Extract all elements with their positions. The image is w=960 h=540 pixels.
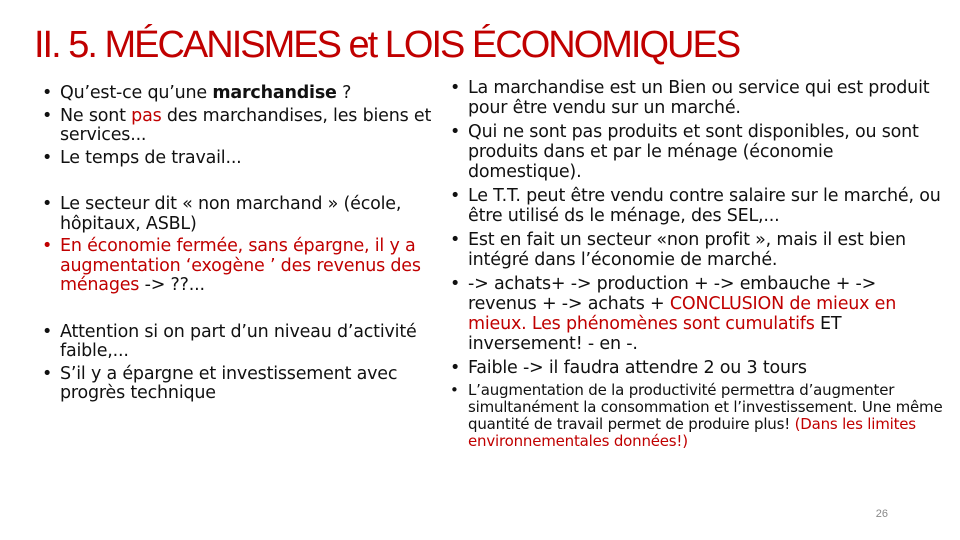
bullet-marker: •: [42, 236, 53, 256]
bullet-marker: •: [450, 230, 461, 250]
list-item: • S’il y a épargne et investissement avec progrès technique: [42, 363, 398, 403]
highlight-text: CONCLUSION de mieux en mieux. Les phénomènes sont cumulatifs: [468, 294, 897, 334]
list-item: • Le temps de travail...: [42, 147, 242, 168]
bullet-marker: •: [450, 274, 461, 294]
list-item: • Le secteur dit « non marchand » (école, hôpitaux, ASBL): [42, 194, 402, 234]
highlight-text: (Dans les limites environnementales données!): [468, 415, 916, 450]
bullet-marker: •: [42, 363, 53, 384]
bullet-marker: •: [450, 381, 459, 399]
list-item: • -> achats+ -> production + -> embauche + -> revenus + -> achats + CONCLUSION de mieux en mieux. Les phénomènes sont cumulatifs ET inversement! - en -.: [450, 274, 897, 354]
list-item: • Faible -> il faudra attendre 2 ou 3 tours: [450, 358, 807, 378]
bullet-marker: •: [42, 83, 53, 103]
bullet-marker: •: [450, 358, 461, 378]
page-number: 26: [875, 508, 888, 520]
highlight-text: pas: [131, 105, 162, 126]
bullet-marker: •: [450, 78, 461, 98]
list-item: • Qu’est-ce qu’une marchandise ?: [42, 83, 352, 103]
list-item: • Attention si on part d’un niveau d’activité faible,...: [42, 321, 417, 361]
list-item: • Est en fait un secteur «non profit », mais il est bien intégré dans l’économie de marché.: [450, 230, 906, 270]
list-item: • La marchandise est un Bien ou service qui est produit pour être vendu sur un marché.: [450, 78, 930, 118]
bullet-marker: •: [42, 194, 53, 214]
bullet-marker: •: [42, 105, 53, 126]
highlight-text: En économie fermée, sans épargne, il y a augmentation ‘exogène ’ des revenus des ménages: [60, 236, 421, 295]
bullet-marker: •: [42, 321, 53, 342]
right-bullet-list: [446, 78, 950, 454]
list-item: • L’augmentation de la productivité permettra d’augmenter simultanément la consommation et l’investissement. Une même quantité de travail permet de produire plus! (Dans les limites environnementales données!): [450, 381, 943, 450]
list-item: • En économie fermée, sans épargne, il y a augmentation ‘exogène ’ des revenus des ménages -> ??...: [42, 236, 421, 295]
list-item: • Le T.T. peut être vendu contre salaire sur le marché, ou être utilisé ds le ménage, des SEL,...: [450, 186, 941, 226]
bullet-marker: •: [42, 147, 53, 168]
emphasis: marchandise: [212, 83, 337, 103]
bullet-marker: •: [450, 186, 461, 206]
slide-title: II. 5. MÉCANISMES et LOIS ÉCONOMIQUES: [34, 24, 740, 66]
bullet-marker: •: [450, 122, 461, 142]
left-bullet-list: [38, 84, 438, 407]
list-item: • Ne sont pas des marchandises, les biens et services...: [42, 105, 432, 145]
list-item: • Qui ne sont pas produits et sont disponibles, ou sont produits dans et par le ménage (économie domestique).: [450, 122, 919, 182]
